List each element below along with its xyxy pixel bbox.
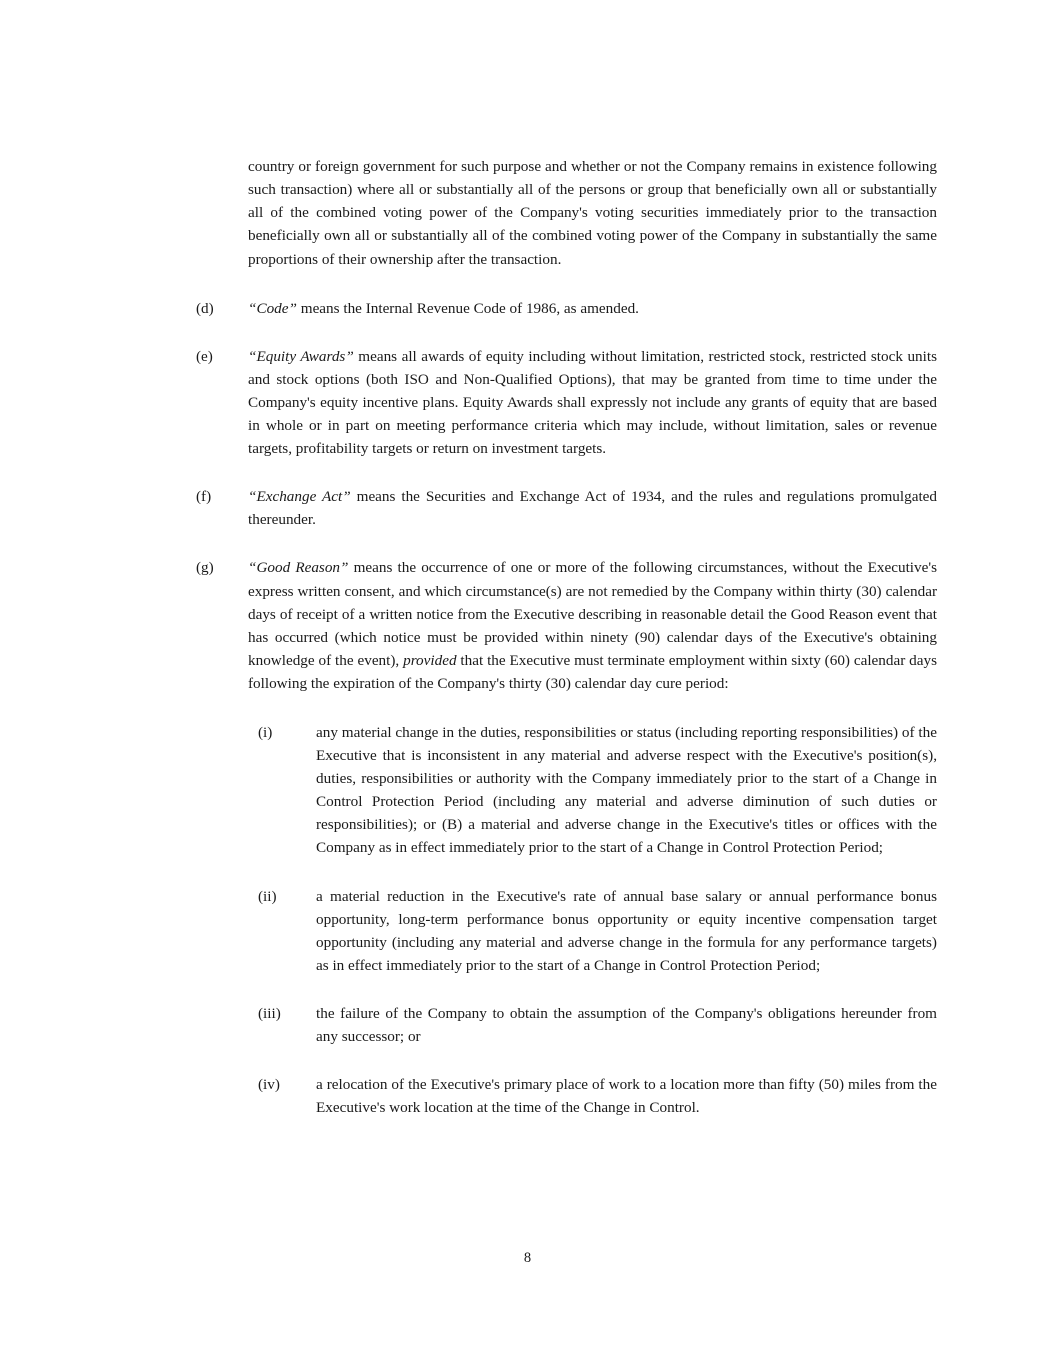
subclause-text: any material change in the duties, responsibilities or status (including reporting responsibilities) of the Executive that is inconsistent in any material and adverse respect with the Executive's position(s), duties, responsibilities or authority with the Company immediately prior to the start of a Change in Control Protection Period (including any material and adverse diminution of such duties or responsibilities); or (B) a material and adverse change in the Executive's titles or offices with the Company as in effect immediately prior to the start of a Change in Control Protection Period; xyxy=(316,723,937,857)
clause-marker: (d) xyxy=(196,299,214,317)
subclause-marker: (i) xyxy=(258,723,273,741)
defined-term: “Exchange Act” xyxy=(248,488,351,506)
emphasis-provided: provided xyxy=(403,651,457,669)
page-number: 8 xyxy=(523,1250,532,1266)
clause-body: means the Internal Revenue Code of 1986, as amended. xyxy=(296,299,639,317)
subclause-ii xyxy=(258,885,937,977)
defined-term: “Equity Awards” xyxy=(248,347,354,365)
subclause-marker: (iii) xyxy=(258,1004,281,1022)
clause-body-before: means the occurrence of one or more of the following circumstances, without the Executive's express written consent, and which circumstance(s) are not remedied by the Company within thirty (30) calendar days of receipt of a written notice from the Executive describing in reasonable detail the Good Reason event that has occurred (which notice must be provided within ninety (90) calendar days of the Executive's obtaining knowledge of the event), xyxy=(248,559,937,669)
intro-paragraph: country or foreign government for such purpose and whether or not the Company remains in existence following such transaction) where all or substantially all of the persons or group that beneficially own all or substantially all of the combined voting power of the Company's voting securities immediately prior to the transaction beneficially own all or substantially all of the combined voting power of the Company in substantially the same proportions of their ownership after the transaction. xyxy=(248,158,937,268)
clause-text xyxy=(248,345,937,460)
clause-body: means the Securities and Exchange Act of 1934, and the rules and regulations promulgated thereunder. xyxy=(248,488,938,529)
subclause-text: a material reduction in the Executive's rate of annual base salary or annual performance bonus opportunity, long-term performance bonus opportunity or equity incentive compensation target opportunity (including any material and adverse change in the formula for any performance targets) as in effect immediately prior to the start of a Change in Control Protection Period; xyxy=(316,887,937,974)
subclause-list xyxy=(118,721,937,1119)
clause-body-after: that the Executive must terminate employment within sixty (60) calendar days following the expiration of the Company's thirty (30) calendar day cure period: xyxy=(248,651,937,692)
clause-f xyxy=(196,485,937,531)
subclause-i xyxy=(258,721,937,860)
subclause-iv xyxy=(258,1073,937,1119)
subclause-marker: (ii) xyxy=(258,887,277,905)
clause-marker: (g) xyxy=(196,559,214,577)
clause-body: means all awards of equity including without limitation, restricted stock, restricted stock units and stock options (both ISO and Non-Qualified Options), that may be granted from time to time under the Company's equity incentive plans. Equity Awards shall expressly not include any grants of equity that are based in whole or in part on meeting performance criteria which may include, without limitation, sales or revenue targets, profitability targets or return on investment targets. xyxy=(248,347,937,458)
subclause-marker: (iv) xyxy=(258,1076,280,1094)
clause-text xyxy=(248,485,937,531)
subclause-text: a relocation of the Executive's primary place of work to a location more than fifty (50) miles from the Executive's work location at the time of the Change in Control. xyxy=(316,1076,937,1117)
clause-marker: (f) xyxy=(196,488,212,506)
defined-term: “Good Reason” xyxy=(248,559,349,577)
clause-e xyxy=(196,345,937,460)
subclause-iii xyxy=(258,1002,937,1048)
clause-g xyxy=(196,556,937,695)
clause-text xyxy=(248,556,937,695)
subclause-text: the failure of the Company to obtain the assumption of the Company's obligations hereunder from any successor; or xyxy=(316,1004,937,1045)
clause-d xyxy=(196,297,937,320)
defined-term: “Code” xyxy=(248,299,297,317)
clause-marker: (e) xyxy=(196,347,213,365)
clause-text xyxy=(248,297,937,320)
